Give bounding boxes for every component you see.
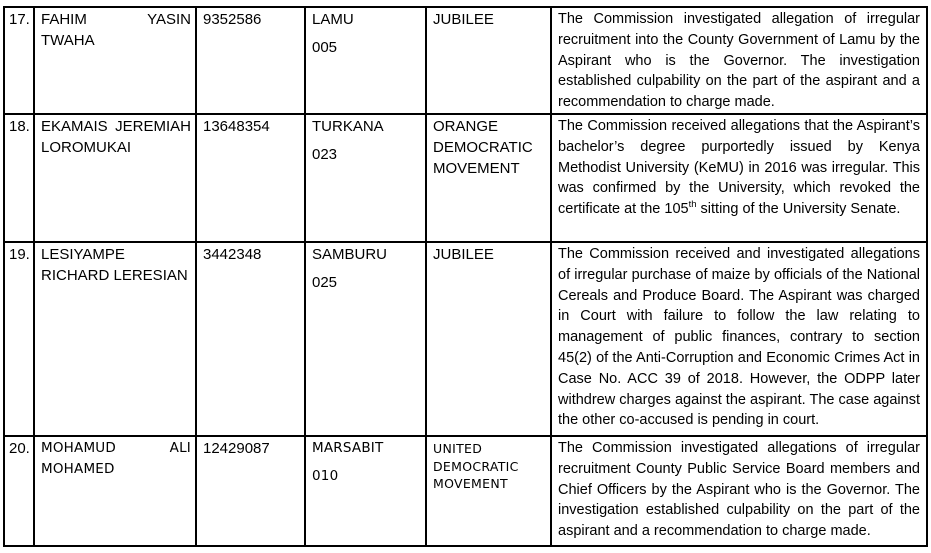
county-code: 025	[312, 274, 338, 291]
investigation-details: The Commission investigated allegation of irregular recruitment into the County Government of Lamu by the Aspirant who is the Governor. The investigation established culpability on the part of the aspirant and a recommendation to charge made.	[552, 8, 926, 115]
id-number: 13648354	[197, 115, 306, 243]
county-cell	[306, 437, 427, 545]
county-name: LAMU	[312, 11, 354, 28]
county-name: TURKANA	[312, 118, 384, 135]
county-code: 023	[312, 146, 338, 163]
row-number: 17.	[5, 8, 35, 115]
aspirant-name: MOHAMUD ALI MOHAMED	[35, 437, 197, 545]
county-name: SAMBURU	[312, 246, 388, 263]
aspirant-name: EKAMAIS JEREMIAH LOROMUKAI	[35, 115, 197, 243]
row-number: 20.	[5, 437, 35, 545]
details-text: sitting of the University Senate.	[696, 201, 901, 218]
county-cell	[306, 115, 427, 243]
party-name: JUBILEE	[427, 8, 552, 115]
county-cell	[306, 243, 427, 437]
id-number: 3442348	[197, 243, 306, 437]
county-name: MARSABIT	[312, 440, 384, 456]
county-code: 005	[312, 39, 338, 56]
id-number: 9352586	[197, 8, 306, 115]
investigation-details: The Commission received and investigated allegations of irregular purchase of maize by officials of the National Cereals and Produce Board. The Aspirant was charged in Court with failure to follow the law relating to management of public finances, contrary to section 45(2) of the Anti-Corruption and Economic Crimes Act in Case No. ACC 39 of 2018. However, the ODPP later withdrew charges against the aspirant. The case against the other co-accused is pending in court.	[552, 243, 926, 437]
party-name: JUBILEE	[427, 243, 552, 437]
aspirant-name: LESIYAMPE RICHARD LERESIAN	[35, 243, 197, 437]
investigation-details	[552, 115, 926, 243]
ordinal-superscript: th	[688, 199, 697, 211]
aspirant-name: FAHIM YASIN TWAHA	[35, 8, 197, 115]
party-name: UNITED DEMOCRATIC MOVEMENT	[427, 437, 552, 545]
investigation-details: The Commission investigated allegations of irregular recruitment County Public Service Board members and Chief Officers by the Aspirant who is the Governor. The investigation established culpability on the part of the aspirant and a recommendation to charge made.	[558, 440, 920, 540]
party-name: ORANGE DEMOCRATIC MOVEMENT	[427, 115, 552, 243]
county-cell	[306, 8, 427, 115]
id-number: 12429087	[197, 437, 306, 545]
aspirants-investigations-table	[3, 6, 928, 547]
details-text: The Commission received allegations that the Aspirant’s bachelor’s degree purportedly issued by Kenya Methodist University (KeMU) in 2016 was irregular. This was confirmed by the University, which revoked the certificate at the 105	[558, 118, 920, 218]
county-code: 010	[312, 468, 339, 484]
row-number: 18.	[5, 115, 35, 243]
row-number: 19.	[5, 243, 35, 437]
